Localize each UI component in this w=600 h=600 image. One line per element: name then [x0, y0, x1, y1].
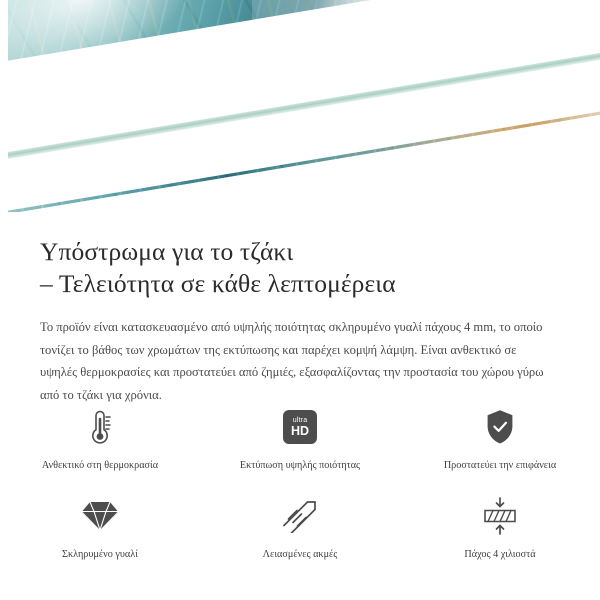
page-title-line-1: Υπόστρωμα για το τζάκι [40, 237, 294, 266]
feature-label: Λειασμένες ακμές [262, 549, 338, 560]
ultra-hd-badge [283, 410, 317, 444]
ultra-hd-badge-top: ultra [292, 416, 308, 424]
body-paragraph: Το προϊόν είναι κατασκευασμένο από υψηλής ποιότητας σκληρυμένο γυαλί πάχους 4 mm, το οποίο τονίζει το βάθος των χρωμάτων της εκτύπωσης και παρέχει κομψή λάμψη. Είναι ανθεκτικό σε υψηλές θερμοκρασίες και προστατεύει από ζημιές, εξασφαλίζοντας την προστασία του χώρου γύρω από το τζάκι για χρόνια. [40, 320, 544, 402]
feature-item-thickness [400, 487, 600, 562]
feature-label: Πάχος 4 χιλιοστά [464, 549, 536, 560]
hero-image [0, 0, 600, 212]
feature-label: Εκτύπωση υψηλής ποιότητας [239, 460, 361, 471]
feature-item-polished-edges [200, 487, 400, 562]
diamond-icon [81, 493, 119, 539]
feature-item-print-quality [200, 398, 400, 473]
feature-item-surface-protection [400, 398, 600, 473]
polished-edges-icon [281, 493, 319, 539]
feature-grid [0, 398, 600, 562]
sparkle-icon [505, 158, 551, 204]
feature-item-temperature [0, 398, 200, 473]
sparkle-icon [536, 172, 566, 202]
page-title [0, 212, 600, 300]
feature-label: Προστατεύει την επιφάνεια [443, 460, 557, 471]
feature-label: Ανθεκτικό στη θερμοκρασία [41, 460, 159, 471]
thermometer-icon [85, 404, 115, 450]
content-block [0, 212, 600, 406]
shield-check-icon [483, 404, 517, 450]
ultra-hd-icon [283, 404, 317, 450]
ultra-hd-badge-bottom: HD [290, 423, 310, 438]
page-title-line-2: – Τελειότητα σε κάθε λεπτομέρεια [40, 269, 396, 298]
thickness-arrows-icon [480, 493, 520, 539]
hero-image-inner [0, 0, 600, 212]
feature-label: Σκληρυμένο γυαλί [62, 549, 138, 560]
feature-item-tempered-glass [0, 487, 200, 562]
